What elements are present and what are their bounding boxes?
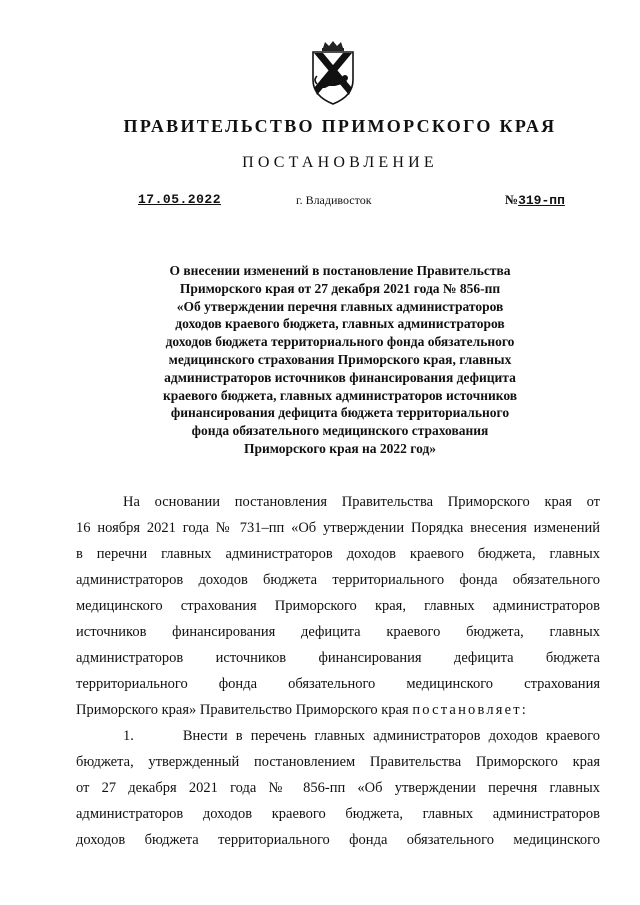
body-line-last xyxy=(76,697,600,723)
subject-line: администраторов источников финансирования дефицита xyxy=(164,369,516,385)
body-line: администраторов источников финансирования дефицита бюджета xyxy=(76,650,600,666)
government-title: ПРАВИТЕЛЬСТВО ПРИМОРСКОГО КРАЯ xyxy=(123,116,557,136)
document-number xyxy=(505,192,565,208)
body-line: медицинского страхования Приморского края, главных администраторов xyxy=(76,598,600,614)
body-line: бюджета, утвержденный постановлением Правительства Приморского края xyxy=(76,754,600,770)
subject-line: фонда обязательного медицинского страхования xyxy=(191,423,489,439)
subject-line: медицинского страхования Приморского края, главных xyxy=(168,351,512,367)
subject-line: Приморского края на 2022 год» xyxy=(243,440,437,456)
body-line: территориального фонда обязательного медицинского страхования xyxy=(76,676,600,692)
document-city: г. Владивосток xyxy=(296,193,372,207)
subject-line: финансирования дефицита бюджета территориального xyxy=(170,405,510,421)
document-subject xyxy=(120,262,560,458)
subject-line: краевого бюджета, главных администраторов источников xyxy=(162,387,518,403)
body-line: На основании постановления Правительства Приморского края от xyxy=(123,494,600,510)
subject-line: доходов краевого бюджета, главных администраторов xyxy=(175,316,505,332)
body-line: администраторов доходов краевого бюджета, главных администраторов xyxy=(76,806,600,822)
document-type: ПОСТАНОВЛЕНИЕ xyxy=(242,154,438,171)
body-paragraph-1 xyxy=(76,489,600,723)
body-line: 16 ноября 2021 года № 731–пп «Об утверждении Порядка внесения изменений xyxy=(76,520,600,536)
subject-line: Приморского края от 27 декабря 2021 года № 856-пп xyxy=(179,280,501,296)
subject-line: «Об утверждении перечня главных администраторов xyxy=(176,298,504,314)
body-line: администраторов доходов бюджета территориального фонда обязательного xyxy=(76,572,600,588)
subject-line: О внесении изменений в постановление Правительства xyxy=(169,263,511,278)
body-line: от 27 декабря 2021 года № 856-пп «Об утверждении перечня главных xyxy=(76,780,600,796)
number-prefix: № xyxy=(505,192,519,207)
body-paragraph-2 xyxy=(76,723,600,853)
number-value: 319-пп xyxy=(518,193,565,208)
primorsky-coat-of-arms-icon xyxy=(305,40,361,106)
document-date: 17.05.2022 xyxy=(138,192,222,207)
body-line: доходов бюджета территориального фонда обязательного медицинского xyxy=(76,832,600,848)
subject-line: доходов бюджета территориального фонда обязательного xyxy=(165,334,515,350)
body-line: в перечни главных администраторов доходов краевого бюджета, главных xyxy=(76,546,600,562)
body-line: 1. Внести в перечень главных администраторов доходов краевого xyxy=(123,728,600,744)
body-line: источников финансирования дефицита краевого бюджета, главных xyxy=(76,624,600,640)
body-line-text: Приморского края» Правительство Приморского края xyxy=(76,702,409,718)
resolution-keyword: постановляет: xyxy=(412,702,529,718)
